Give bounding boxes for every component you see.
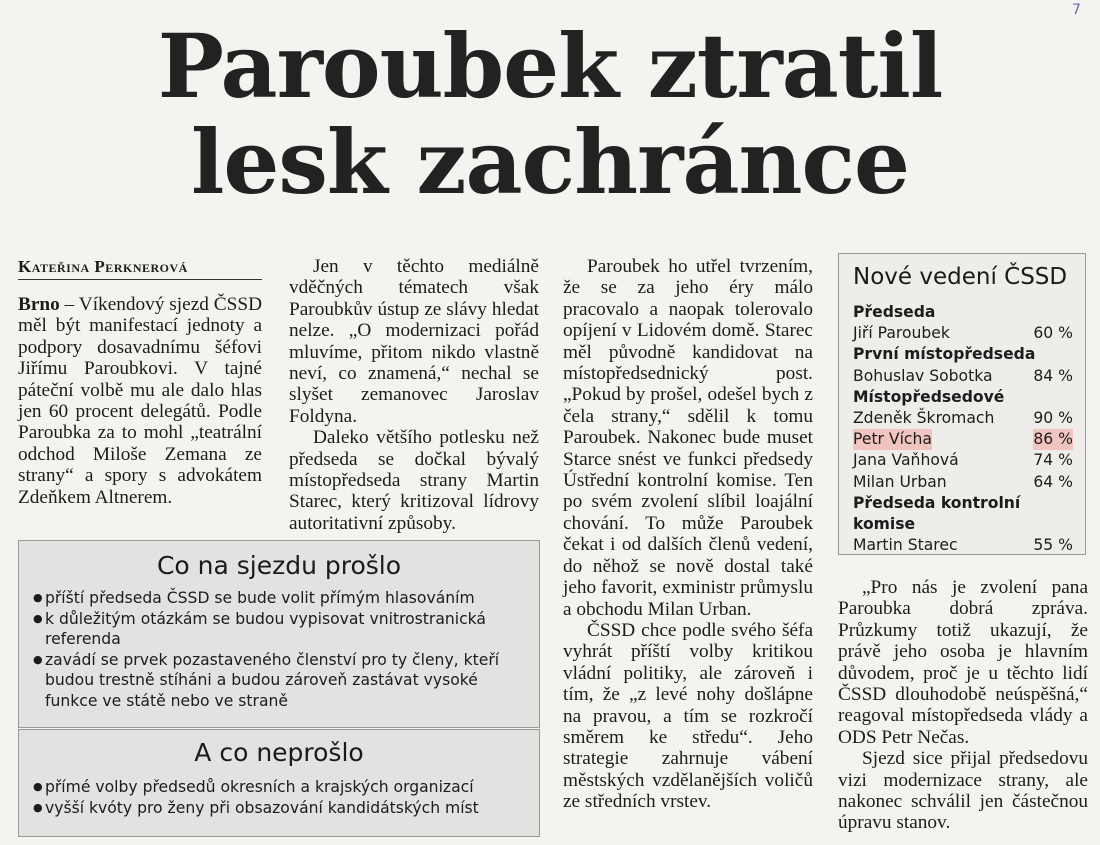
vote-percent: 90 %: [1033, 409, 1073, 428]
vote-percent: 74 %: [1033, 451, 1073, 470]
leadership-role-heading: [853, 493, 1073, 535]
lead-text: – Víkendový sjezd ČSSD měl být manifestací jednoty a podpory dosavadnímu šéfovi Jiřímu Paroubkovi. V tajné páteční volbě mu ale dalo hlas jen 60 procent delegátů. Podle Paroubka za to mohl „teatrální odchod Miloše Zemana ze strany“ a spory s advokátem Zdeňkem Altnerem.: [18, 294, 262, 508]
article-paragraph: Daleko většího potlesku než předseda se dočkal bývalý místopředseda strany Martin Starec, který kritizoval lídrovy autoritativní způsoby.: [289, 427, 539, 534]
list-item: ● zavádí se prvek pozastaveného členství pro ty členy, kteří budou trestně stíháni a budou zároveň zastávat vysoké funkce ve státě nebo ve straně: [33, 650, 529, 712]
person-name: Martin Starec: [853, 536, 958, 555]
leadership-role-heading: [853, 344, 1073, 365]
list-item: ● k důležitým otázkám se budou vypisovat vnitrostranická referenda: [33, 609, 529, 650]
vote-percent: 64 %: [1033, 472, 1073, 491]
headline-line-2: lesk zachránce: [190, 110, 910, 214]
article-paragraph: „Pro nás je zvolení pana Paroubka dobrá zpráva. Průzkumy totiž ukazují, že právě jeho osoba je hlavním důvodem, proč je u těchto lidí ČSSD dlouhodobě neúspěšná,“ reagoval místopředseda vlády a ODS Petr Nečas.: [838, 577, 1088, 748]
failed-box-title: A co neprošlo: [194, 738, 364, 767]
vote-percent: 84 %: [1033, 366, 1073, 385]
failed-list: [19, 777, 539, 818]
role-label: První místopředseda: [853, 345, 1036, 364]
page-mark: 7: [1072, 2, 1081, 18]
vote-percent: 60 %: [1033, 324, 1073, 343]
passed-box: [18, 540, 540, 728]
leadership-person-row: [853, 366, 1073, 387]
article-column-4: [838, 577, 1088, 834]
person-name: Milan Urban: [853, 472, 947, 491]
leadership-role-heading: [853, 387, 1073, 408]
person-name: Zdeněk Škromach: [853, 409, 995, 428]
leadership-box: [838, 253, 1086, 555]
leadership-person-row: [853, 535, 1073, 556]
article-paragraph: ČSSD chce podle svého šéfa vyhrát příští volby kritikou vládní politiky, ale zároveň i tím, že „z levé nohy došlápne na pravou, a tím se rozkročí směrem ke středu“. Jeho strategie zahrnuje vábení městských vzdělanějších voličů ze středních vrstev.: [563, 619, 813, 813]
headline-line-1: Paroubek ztratil: [157, 14, 943, 118]
author-byline: Kateřina Perknerová: [18, 257, 262, 280]
person-name: Jana Vaňhová: [853, 451, 959, 470]
leadership-person-row: [853, 450, 1073, 471]
person-name: Petr Vícha: [853, 429, 932, 450]
passed-box-title: Co na sjezdu prošlo: [156, 551, 402, 580]
leadership-role-heading: [853, 302, 1073, 323]
leadership-person-row: [853, 472, 1073, 493]
article-paragraph: [18, 294, 262, 508]
list-item: ● přímé volby předsedů okresních a krajských organizací: [33, 777, 529, 798]
person-name: Bohuslav Sobotka: [853, 366, 993, 385]
role-label: Místopředsedové: [853, 387, 1005, 406]
leadership-rows: [853, 302, 1073, 556]
list-item: ● příští předseda ČSSD se bude volit přímým hlasováním: [33, 588, 529, 609]
article-column-3: [563, 256, 813, 813]
person-name: Jiří Paroubek: [853, 324, 950, 343]
dateline: Brno: [18, 294, 60, 315]
article-paragraph: Paroubek ho utřel tvrzením, že se za jeho éry málo pracovalo a naopak tolerovalo opíjení v Lidovém domě. Starec měl původně kandidovat na místopředsednický post. „Pokud by prošel, odešel bych z čela strany,“ sdělil k tomu Paroubek. Nakonec bude muset Starce snést ve funkci předsedy Ústřední kontrolní komise. Ten po svém zvolení slíbil loajální chování. To může Paroubek čekat i od dalších členů vedení, do něhož se nově dostal také jeho favorit, exministr průmyslu a obchodu Milan Urban.: [563, 256, 813, 620]
article-column-2: [289, 256, 539, 534]
leadership-box-title: Nové vedení ČSSD: [853, 264, 1068, 290]
list-item: ● vyšší kvóty pro ženy při obsazování kandidátských míst: [33, 798, 529, 819]
role-label: Předseda kontrolní komise: [853, 493, 1021, 534]
failed-box: [18, 729, 540, 837]
role-label: Předseda: [853, 303, 936, 321]
passed-list: [19, 588, 539, 711]
article-paragraph: Jen v těchto mediálně vděčných tématech však Paroubkův ústup ze slávy hledat nelze. „O modernizaci pořád mluvíme, přitom nikdo vlastně neví, co znamená,“ nechal se slyšet zemanovec Jaroslav Foldyna.: [289, 256, 539, 427]
leadership-person-row: [853, 429, 1073, 450]
leadership-person-row: [853, 323, 1073, 344]
article-column-1: [18, 294, 262, 508]
vote-percent: 55 %: [1033, 536, 1073, 555]
vote-percent: 86 %: [1033, 429, 1073, 450]
article-paragraph: Sjezd sice přijal předsedovu vizi modernizace strany, ale nakonec schválil jen částečnou úpravu stanov.: [838, 748, 1088, 834]
leadership-person-row: [853, 408, 1073, 429]
